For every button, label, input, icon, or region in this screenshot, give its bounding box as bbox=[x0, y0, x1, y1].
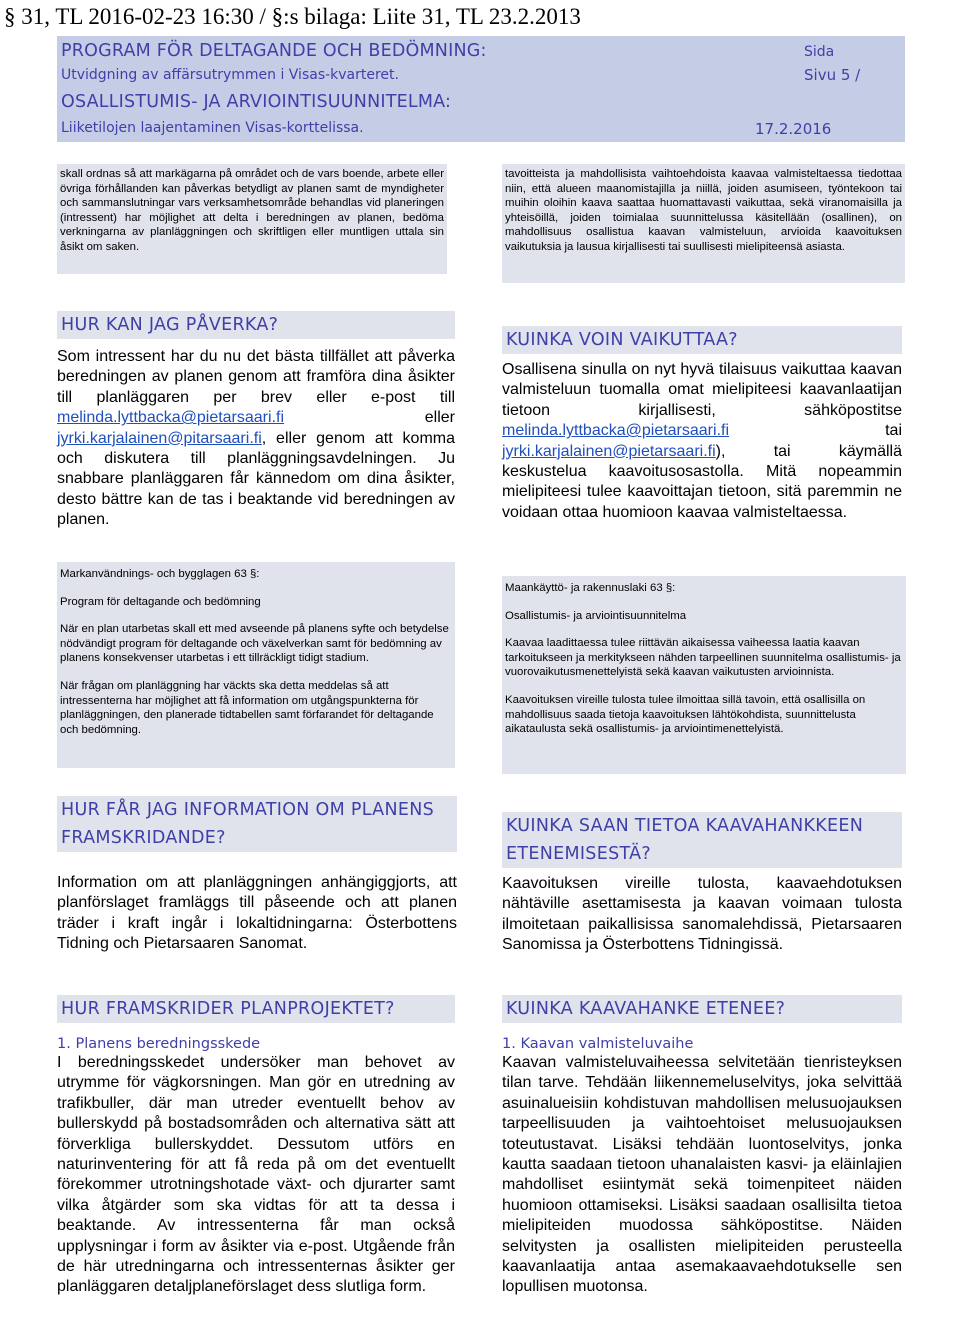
information-text-fi: Kaavoituksen vireille tulosta, kaavaehdotuksen nähtäville asettamisesta ja kaavan voimaan tulosta ilmoitetaan paikallisissa sanomalehdissä, Pietarsaaren Sanomissa ja Österbottens Tidningissä. bbox=[502, 875, 902, 954]
law-paragraph-sv: När en plan utarbetas skall ett med avseende på planens syfte och betydelse nödvändigt program för deltagande och växelverkan samt för bedömning av planens konsekvenser utarbetas i ett tillräckligt tidigt stadium. bbox=[60, 623, 449, 665]
law-paragraph-sv: När frågan om planläggning har väckts ska detta meddelas så att intressenterna har möjlighet att få information om utgångspunkterna för planläggningen, den planerade tidtabellen samt förfarandet för deltagande och bedömning. bbox=[60, 679, 434, 736]
email-link-melinda[interactable]: melinda.lyttbacka@pietarsaari.fi bbox=[502, 422, 730, 440]
section-heading: HUR FRAMSKRIDER PLANPROJEKTET? bbox=[57, 995, 455, 1023]
information-section-sv bbox=[57, 796, 457, 955]
progress-body-sv bbox=[57, 1035, 455, 1298]
section-heading bbox=[57, 796, 457, 852]
section-heading: KUINKA VOIN VAIKUTTAA? bbox=[502, 326, 902, 354]
header-title-fi: OSALLISTUMIS- JA ARVIOINTISUUNNITELMA: bbox=[61, 92, 452, 112]
influence-text-c-sv: , eller genom att komma och diskutera till planläggningsavdelningen. Ju snabbare planläggaren får kännedom om dina åsikter, desto bättre kan de tas i beaktande vid beredningen av planen. bbox=[57, 429, 455, 529]
law-paragraph-fi: Kaavaa laadittaessa tulee riittävän aikaisessa vaiheessa laatia kaavan tarkoitukseen ja merkitykseen nähden tarpeellinen suunnitelma osallistumis- ja vuorovaikutusmenettelyistä sekä kaavan vaikutusten arvioinnista. bbox=[505, 637, 901, 679]
header-date: 17.2.2016 bbox=[755, 120, 832, 138]
document-reference-line: § 31, TL 2016-02-23 16:30 / §:s bilaga: Liite 31, TL 23.2.2013 bbox=[4, 4, 581, 29]
progress-section-fi bbox=[502, 995, 902, 1298]
progress-subheading-fi: 1. Kaavan valmisteluvaihe bbox=[502, 1036, 694, 1052]
heading-line: HUR FÅR JAG INFORMATION OM PLANENS bbox=[61, 800, 434, 820]
intro-text-sv: skall ordnas så att markägarna på området och de vars boende, arbete eller övriga förhållanden kan påverkas betydligt av planen samt de myndigheter och sammanslutningar vars verksamhetsområde behandlas vid planeringen (intressent) har möjlighet att delta i beredningen av planen, bedöma verkningarna av planläggningen och skriftligen eller muntligen uttala sin åsikt om saken. bbox=[60, 168, 444, 253]
header-subtitle-sv: Utvidgning av affärsutrymmen i Visas-kvarteret. bbox=[61, 67, 399, 83]
influence-text-a-sv: Som intressent har du nu det bästa tillfället att påverka beredningen av planen genom att framföra dina åsikter till planläggaren per brev eller e-post till bbox=[57, 348, 455, 406]
law-box-fi bbox=[502, 576, 906, 774]
progress-text-sv: I beredningsskedet undersöker man behovet av utrymme för vägkorsningen. Man gör en utredning av trafikbuller, där man utreder eventuellt behov av bullerskydd på bostadsområden och alternativa sätt att förverkliga bullerskyddet. Dessutom utförs en naturinventering för att få reda på om det eventuellt förekommer utrotningshotade växt- och djurarter samt vilka åtgärder som ska vidtas för att ta dessa i beaktande. Av intressenterna får man också upplysningar i form av åsikter via e-post. Utgående från de här utredningarna och intressenternas åsikter ger planläggaren detaljplaneförslaget dess slutliga form. bbox=[57, 1054, 455, 1296]
law-box-sv bbox=[57, 562, 455, 768]
influence-text-a-fi: Osallisena sinulla on nyt hyvä tilaisuus vaikuttaa kaavan valmisteluun tuomalla omat mielipiteesi kaavanlaatijan tietoon kirjallisesti, sähköpostitse bbox=[502, 361, 902, 419]
section-heading: KUINKA KAAVAHANKE ETENEE? bbox=[502, 995, 902, 1023]
header-subtitle-fi: Liiketilojen laajentaminen Visas-korttelissa. bbox=[61, 120, 364, 136]
page-label: Sida bbox=[804, 44, 835, 60]
information-text-sv: Information om att planläggningen anhängiggjorts, att planförslaget framläggs till påseende och att planen träder i kraft ingår i lokaltidningarna: Österbottens Tidning och Pietarsaaren Sanomat. bbox=[57, 874, 457, 953]
intro-box-sv bbox=[57, 164, 447, 274]
email-link-jyrki[interactable]: jyrki.karjalainen@pietarsaari.fi bbox=[502, 442, 716, 460]
heading-line: ETENEMISESTÄ? bbox=[506, 844, 651, 864]
information-body-fi bbox=[502, 874, 902, 956]
influence-text-b-sv: eller bbox=[284, 409, 455, 427]
information-section-fi bbox=[502, 812, 902, 956]
law-title-sv: Markanvändnings- och bygglagen 63 §: bbox=[60, 568, 260, 580]
law-paragraph-fi: Kaavoituksen vireille tulosta tulee ilmoittaa sillä tavoin, että osallisilla on mahdollisuus saada tietoja kaavoituksen lähtökohdista, suunnittelusta aikataulusta sekä osallistumis- ja arviointimenettelyistä. bbox=[505, 693, 866, 736]
page-header bbox=[57, 36, 905, 142]
information-body-sv bbox=[57, 873, 457, 955]
section-heading: HUR KAN JAG PÅVERKA? bbox=[57, 311, 455, 339]
progress-section-sv bbox=[57, 995, 455, 1298]
influence-text-c-fi: ), tai käymällä keskustelua kaavoitusosastolla. Mitä nopeammin mielipiteesi tulee kaavoittajan tietoon, sitä paremmin ne voidaan ottaa huomioon kaavaa valmisteltaessa. bbox=[502, 442, 902, 521]
influence-body-fi bbox=[502, 360, 902, 523]
intro-text-fi: tavoitteista ja mahdollisista vaihtoehdoista kaavaa valmisteltaessa tiedottaa niin, että alueen maanomistajilla ja niillä, joiden asumiseen, työntekoon tai muihin oloihin kaava saattaa huomattavasti vaikuttaa, sekä viranomaisilla ja yhteisöillä, joiden toimialaa suunnittelussa käsitellään (osallinen), on mahdollisuus osallistua kaavan valmisteluun, arvioida kaavoituksen vaikutuksia ja lausua kirjallisesti tai suullisesti mielipiteensä asiasta. bbox=[505, 168, 902, 253]
influence-section-fi bbox=[502, 326, 902, 523]
influence-section-sv bbox=[57, 311, 455, 531]
progress-subheading-sv: 1. Planens beredningsskede bbox=[57, 1036, 261, 1052]
heading-line: FRAMSKRIDANDE? bbox=[61, 828, 226, 848]
intro-box-fi bbox=[502, 164, 905, 283]
page-number: Sivu 5 / bbox=[804, 66, 861, 84]
heading-line: KUINKA SAAN TIETOA KAAVAHANKKEEN bbox=[506, 816, 864, 836]
influence-body-sv bbox=[57, 347, 455, 531]
email-link-melinda[interactable]: melinda.lyttbacka@pietarsaari.fi bbox=[57, 409, 285, 427]
email-link-jyrki[interactable]: jyrki.karjalainen@pitarsaari.fi bbox=[57, 429, 262, 447]
influence-text-b-fi: tai bbox=[729, 422, 902, 440]
section-heading bbox=[502, 812, 902, 868]
progress-text-fi: Kaavan valmisteluvaiheessa selvitetään tienristeyksen tilan tarve. Tehdään liikennemeluselvitys, joka selvittää asuinalueisiin kohdistuvan mahdollisen melusuojauksen tarpeellisuuden ja vaihtoehtoiset melusuojauksen toteutustavat. Lisäksi tehdään luontoselvitys, jonka kautta saadaan tietoon uhanalaisten kasvi- ja eläinlajien mahdolliset esiintymät sekä toimenpiteet näiden huomioon ottamiseksi. Lisäksi saadaan osallisilta tietoa mielipiteiden muodossa sähköpostitse. Näiden selvitysten ja osallisten mielipiteiden perusteella kaavanlaatija antaa asemakaavaehdotukselle sen lopullisen muotonsa. bbox=[502, 1054, 902, 1296]
law-title-fi: Maankäyttö- ja rakennuslaki 63 §: bbox=[505, 582, 676, 594]
law-subtitle-sv: Program för deltagande och bedömning bbox=[60, 595, 261, 608]
header-title-sv: PROGRAM FÖR DELTAGANDE OCH BEDÖMNING: bbox=[61, 41, 487, 61]
law-subtitle-fi: Osallistumis- ja arviointisuunnitelma bbox=[505, 609, 687, 622]
progress-body-fi bbox=[502, 1035, 902, 1298]
